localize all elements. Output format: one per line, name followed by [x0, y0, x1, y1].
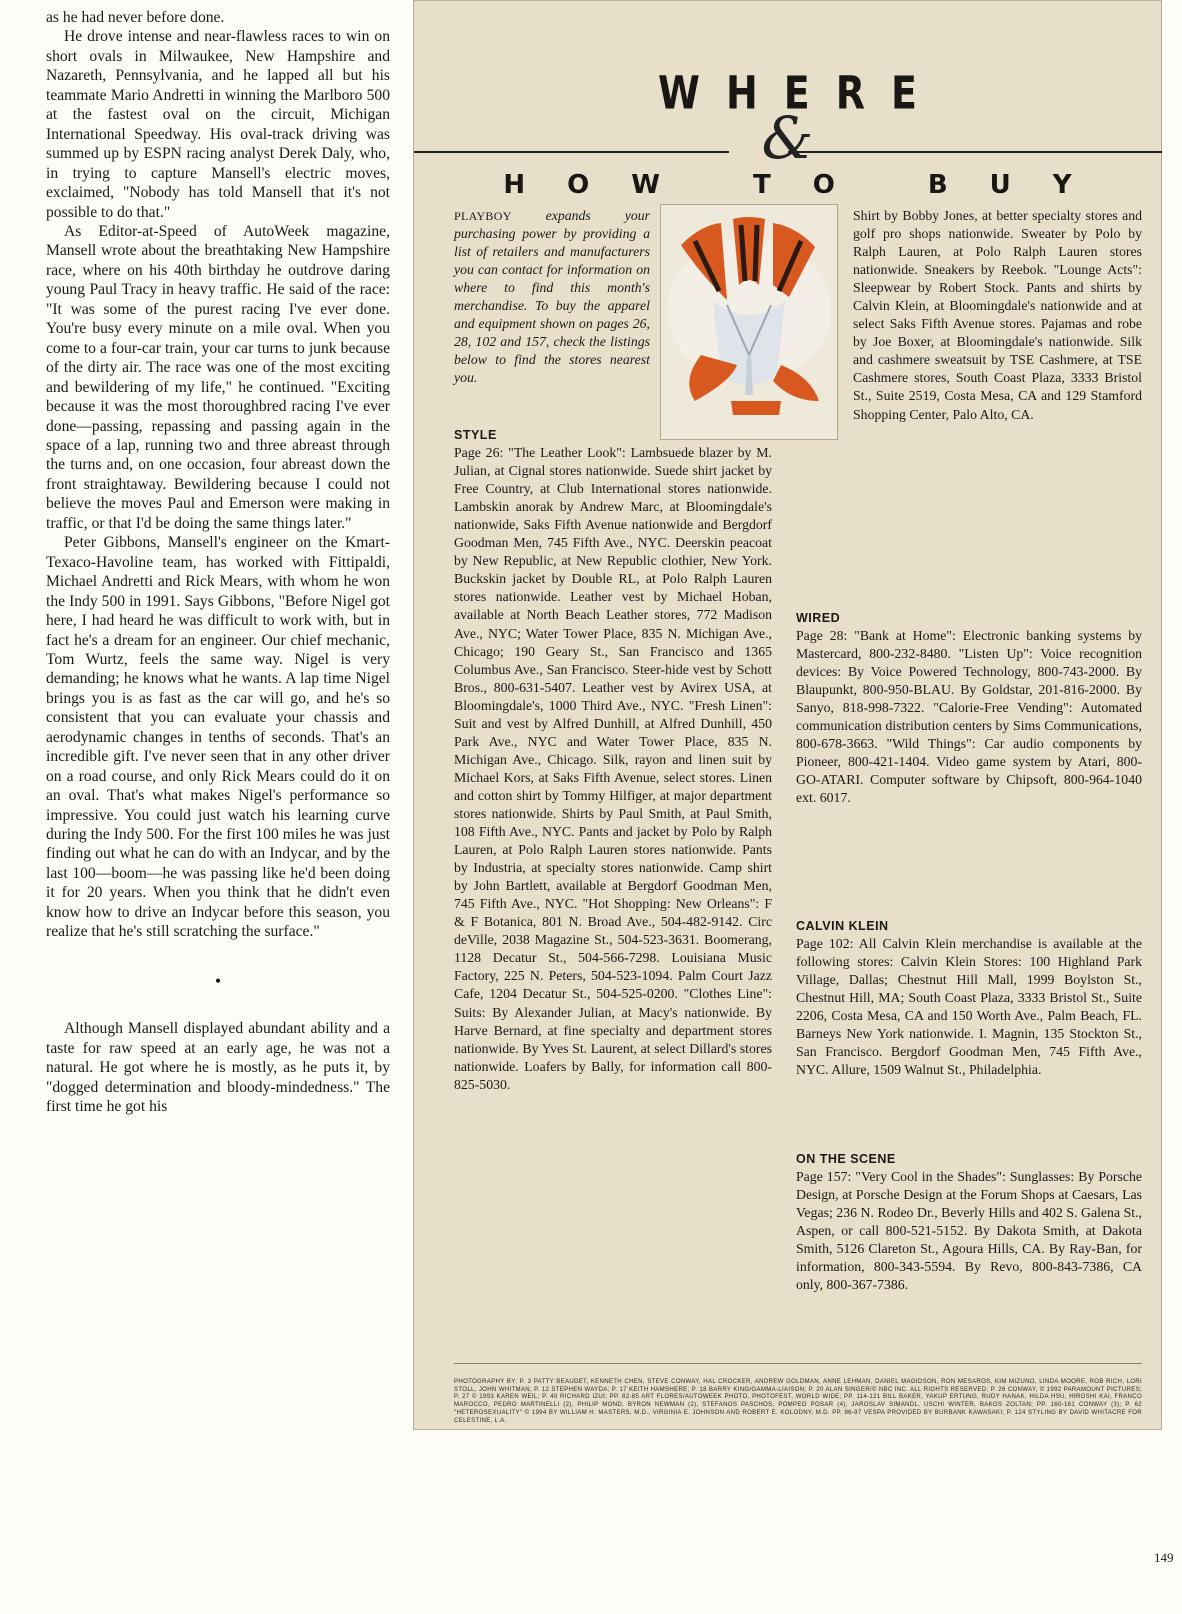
shirt-sweater-illustration	[661, 205, 837, 439]
photo-credits: PHOTOGRAPHY BY: P. 3 PATTY BEAUDET, KENNETH CHEN, STEVE CONWAY, HAL CROCKER, ANDREW GOLDMAN, ANNE LEHMAN, DANIEL MAGIDSON, RON MESAROS, KIM MIZUNO, LINDA MOORE, ROB RICH, LORI STOLL, JOHN WHITMAN; P. 12 STEPHEN WAYDA; P. 17 KEITH HAMSHERE; P. 18 BARRY KING/GAMMA-LIAISON; P. 20 ALAN SINGER/© NBC INC. ALL RIGHTS RESERVED; P. 26 CONWAY, © 1992 PARAMOUNT PICTURES; P. 27 © 1993 KAREN WEIL; P. 40 RICHARD IZUI; PP. 82-85 ART FLORES/AUTOWEEK PHOTO, PHOTOFEST, WORLD WIDE; PP. 114-121 BILL BAKER, YAKUP ERTUNG, RUDY HANAK, HILDA HSU, HIROSHI KAI, FRANCO MAROCCO, PEDRO MARTINELLI (2), PHILIP MOND, BYRON NEWMAN (2), STEFANOS PASCHOS, POMPEO POSAR (4), JAROSLAV SIMANDL, USCHI WINTER, BAKOS ZOLTAN; PP. 160-161 CONWAY (3); P. 62 "HETEROSEXUALITY" © 1994 BY WILLIAM H. MASTERS, M.D., VIRGINIA E. JOHNSON AND ROBERT E. KOLODNY, M.D. PP. 86-97 VESPA PROVIDED BY BURBANK KAWASAKI; P. 124 STYLING BY DAVID WHITACRE FOR CELESTINE, L.A.	[454, 1378, 1142, 1424]
page-number: 149	[1154, 1550, 1174, 1565]
article-column	[46, 8, 390, 1116]
header-how-to-buy: HOW TO BUY	[503, 170, 1114, 200]
section-style	[454, 426, 772, 1094]
article-paragraph: Although Mansell displayed abundant ability and a taste for raw speed at an early age, he was not a natural. He got where he is mostly, as he puts it, by "dogged determination and bloody-mindedness." The first time he got his	[46, 1020, 390, 1116]
section-calvin-klein	[796, 917, 1142, 1079]
article-paragraph: as he had never before done.	[46, 9, 225, 26]
credits-divider	[454, 1363, 1142, 1364]
section-heading-wired: WIRED	[796, 611, 841, 625]
section-heading-on-the-scene: ON THE SCENE	[796, 1152, 896, 1166]
section-break-bullet: •	[214, 970, 222, 991]
article-paragraph: He drove intense and near-flawless races to win on short ovals in Milwaukee, New Hampshire and Nazareth, Pennsylvania, and he lapped all but his teammate Mario Andretti in winning the Marlboro 500 at the fastest oval on the circuit, Michigan International Speedway. His oval-track driving was summed up by ESPN racing analyst Derek Daly, who, in trying to capture Mansell's electric moves, exclaimed, "Nobody has told Mansell that it's not possible to do that."	[46, 28, 390, 221]
calvin-klein-listing-text: Page 102: All Calvin Klein merchandise is available at the following stores: Calvin Klein Stores: 100 Highland Park Village, Dallas; Chestnut Hill Mall, 1999 Boylston St., Chestnut Hill, MA; South Coast Plaza, 3333 Bristol St., Suite 2206, Costa Mesa, CA and 150 Worth Ave., Palm Beach, FL. Barneys New York nationwide. I. Magnin, 135 Stockton St., San Francisco. Bergdorf Goodman Men, 745 Fifth Ave., NYC. Allure, 1509 Walnut St., Philadelphia.	[796, 936, 1142, 1078]
on-the-scene-listing-text: Page 157: "Very Cool in the Shades": Sunglasses: By Porsche Design, at Porsche Design at the Forum Shops at Caesars, Las Vegas; 236 N. Rodeo Dr., Beverly Hills and 402 S. Galena St., Aspen, or call 800-521-5152. By Dakota Smith, at Dakota Smith, 5126 Clareton St., Agoura Hills, CA. By Ray-Ban, for information, 800-343-5594. By Revo, 800-843-7386, CA only, 800-367-7386.	[796, 1169, 1142, 1293]
style-listing-text: Page 26: "The Leather Look": Lambsuede blazer by M. Julian, at Cignal stores nationwide. Suede shirt jacket by Free Country, at Club International stores nationwide. Lambskin anorak by Andrew Marc, at Bloomingdale's nationwide, Saks Fifth Avenue nationwide and Bergdorf Goodman Men, 745 Fifth Ave., NYC. Deerskin peacoat by New Republic, at New Republic clothier, New York. Buckskin jacket by Double RL, at Polo Ralph Lauren stores nationwide. Leather vest by Michael Hoban, available at North Beach Leather stores, 772 Madison Ave., NYC; Water Tower Place, 835 N. Michigan Ave., Chicago; 190 Geary St., San Francisco and 1365 Columbus Ave., San Francisco. Steer-hide vest by Schott Bros., 800-631-5407. Leather vest by Avirex USA, at Bloomingdale's, 1000 Third Ave., NYC. "Fresh Linen": Suit and vest by Alfred Dunhill, at Alfred Dunhill, 450 Park Ave., NYC and Water Tower Place, 835 N. Michigan Ave., Chicago. Silk, rayon and linen suit by Michael Kors, at Saks Fifth Avenue, select stores. Linen and cotton shirt by Tommy Hilfiger, at major department stores nationwide. Shirts by Paul Smith, at Paul Smith, 108 Fifth Ave., NYC. Pants and jacket by Polo by Ralph Lauren, at Polo Ralph Lauren stores nationwide. Pants by Industria, at specialty stores nationwide. Camp shirt by John Bartlett, available at Bergdorf Goodman Men, 745 Fifth Ave., NYC. "Hot Shopping: New Orleans": F & F Botanica, 801 N. Broad Ave., 504-482-9142. Circ deVille, 2038 Magazine St., 504-523-3631. Boomerang, 1128 Decatur St., 504-566-7298. Louisiana Music Factory, 225 N. Peters, 504-523-1094. Palm Court Jazz Cafe, 1204 Decatur St., 504-525-0200. "Clothes Line": Suits: By Alexander Julian, at Macy's nationwide. By Harve Bernard, at fine specialty and department stores nationwide. By Yves St. Laurent, at select Dillard's stores nationwide. Loafers by Bally, for information call 800-825-5030.	[454, 445, 772, 1092]
right-top-listings	[853, 207, 1142, 424]
header-where: WHERE	[658, 66, 943, 120]
wired-listing-text: Page 28: "Bank at Home": Electronic banking systems by Mastercard, 800-232-8480. "Listen Up": Voice recognition devices: By Voice Powered Technology, 800-743-2000. By Blaupunkt, 800-950-BLAU. By Goldstar, 201-816-2000. By Sanyo, 818-998-7322. "Calorie-Free Vending": Automated communication distribution centers by Sims Communications, 800-678-3663. "Wild Things": Car audio components by Pioneer, 800-421-1404. Video game system by Atari, 800-GO-ATARI. Computer software by Chipsoft, 800-964-1040 ext. 6017.	[796, 628, 1142, 806]
listing-text: Shirt by Bobby Jones, at better specialty stores and golf pro shops nationwide. Sweater by Polo by Ralph Lauren, at Polo Ralph Lauren stores nationwide. Sneakers by Reebok. "Lounge Acts": Sleepwear by Robert Stock. Pants and shirts by Calvin Klein, at Bloomingdale's nationwide and at select Saks Fifth Avenue stores. Pajamas and robe by Joe Boxer, at Bloomingdale's nationwide. Silk and cashmere sweatsuit by TSE Cashmere, at TSE Cashmere stores, South Coast Plaza, 3333 Bristol St., Suite 2519, Costa Mesa, CA and 129 Stamford Shopping Center, Palo Alto, CA.	[853, 208, 1142, 422]
section-heading-style: STYLE	[454, 428, 497, 442]
intro-block	[454, 207, 650, 387]
product-photo	[660, 204, 838, 440]
section-heading-calvin-klein: CALVIN KLEIN	[796, 919, 889, 933]
article-paragraph: Peter Gibbons, Mansell's engineer on the Kmart-Texaco-Havoline team, has worked with Fittipaldi, Michael Andretti and Rick Mears, with whom he won the Indy 500 in 1991. Says Gibbons, "Before Nigel got here, I had heard he was difficult to work with, but in fact he's a dream for an engineer. Our chief mechanic, Tom Wurtz, feels the same way. Nigel is very demanding; he knows what he wants. A lap time Nigel brings you is as fast as the car will go, and he's so consistent that you can evaluate your chassis and aerodynamic changes in tenths of seconds. That's an incredible gift. I've never seen that in any other driver on a road course, and only Rick Mears could do it on an oval. That's what makes Nigel's performance so impressive. You could just watch his learning curve during the Indy 500. For the first 100 miles he was just finding out what he can do with an Indycar, and by the last 100—boom—he was passing like he'd been doing it for 20 years. When you think that he didn't even know how to drive an Indycar before this season, you realize that he's still scratching the surface."	[46, 534, 390, 941]
header-ampersand: &	[761, 104, 814, 172]
section-wired	[796, 609, 1142, 808]
intro-brand: PLAYBOY	[454, 209, 512, 223]
section-on-the-scene	[796, 1150, 1142, 1294]
article-paragraph: As Editor-at-Speed of AutoWeek magazine, Mansell wrote about the breathtaking New Hampshire race, where on his 40th birthday he outdrove daring young Paul Tracy in heavy traffic. He said of the race: "It was some of the purest racing I've ever done. You're busy every minute on a mile oval. When you come to a four-car train, your car turns to junk because of the dirty air. The race was one of the most exciting and bewildering of my life," he continued. "Exciting because it was the most thoroughbred racing I've ever done—passing, repassing and passing again in the space of a lap, running two and three abreast through the turns and, on one occasion, four abreast down the front straightaway. Bewildering because I could not believe the moves Paul and Emerson were making in traffic, or that I'd be doing the same things later."	[46, 222, 390, 532]
intro-text: expands your purchasing power by providing a list of retailers and manufacturers you can contact for information on where to find this month's merchandise. To buy the apparel and equipment shown on pages 26, 28, 102 and 157, check the listings below to find the stores nearest you.	[454, 208, 651, 386]
